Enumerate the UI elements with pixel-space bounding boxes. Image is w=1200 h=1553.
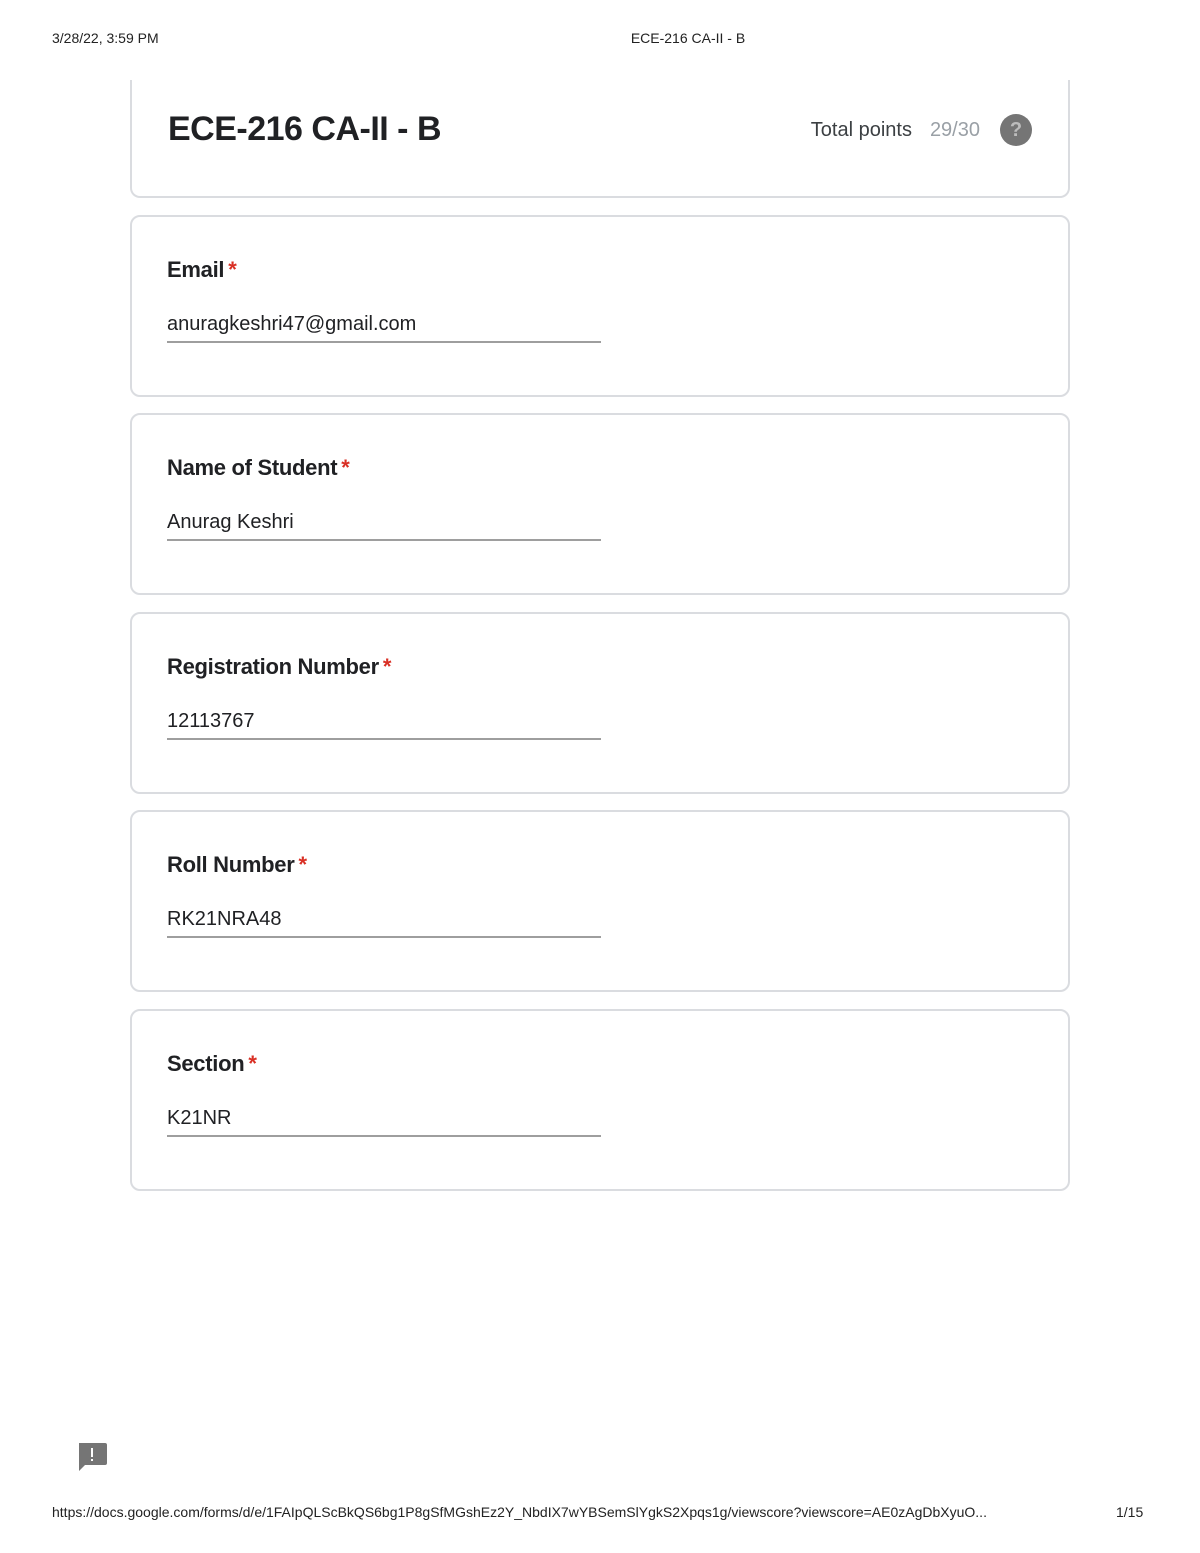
section-field[interactable]: K21NR: [167, 1107, 601, 1137]
question-label-text: Email: [167, 257, 225, 282]
question-label-text: Registration Number: [167, 654, 379, 679]
print-header: [0, 30, 1200, 50]
total-points-value: 29/30: [929, 118, 980, 141]
total-points-label: Total points: [810, 118, 912, 141]
question-card-registration: [130, 612, 1070, 794]
page-number: 1/15: [1116, 1504, 1144, 1520]
question-label: [167, 455, 350, 481]
required-asterisk: *: [341, 455, 350, 480]
roll-number-field[interactable]: RK21NRA48: [167, 908, 601, 938]
print-date: 3/28/22, 3:59 PM: [52, 30, 159, 46]
question-card-section: [130, 1009, 1070, 1191]
registration-number-field[interactable]: 12113767: [167, 710, 601, 740]
question-label-text: Name of Student: [167, 455, 338, 480]
required-asterisk: *: [248, 1051, 257, 1076]
print-title-wrap: [0, 30, 1200, 46]
form-header-card: [130, 80, 1070, 198]
help-icon[interactable]: ?: [1000, 114, 1032, 146]
page-url: https://docs.google.com/forms/d/e/1FAIpQLScBkQS6bg1P8gSfMGshEz2Y_NbdIX7wYBSemSlYgkS2Xpqs1g/viewscore?viewscore=AE0zAgDbXyuO...: [52, 1504, 987, 1520]
question-label: [167, 1051, 257, 1077]
form-title: ECE-216 CA-II - B: [168, 110, 441, 148]
question-label: [167, 257, 236, 283]
question-card-email: [130, 215, 1070, 397]
question-label: [167, 654, 391, 680]
name-field[interactable]: Anurag Keshri: [167, 511, 601, 541]
required-asterisk: *: [298, 852, 307, 877]
email-field[interactable]: anuragkeshri47@gmail.com: [167, 313, 601, 343]
question-label-text: Roll Number: [167, 852, 295, 877]
total-points: [811, 114, 1032, 146]
question-card-roll: [130, 810, 1070, 992]
question-label-text: Section: [167, 1051, 245, 1076]
question-label: [167, 852, 307, 878]
required-asterisk: *: [228, 257, 237, 282]
feedback-icon[interactable]: [76, 1441, 108, 1473]
question-card-name: [130, 413, 1070, 595]
required-asterisk: *: [382, 654, 392, 679]
print-title: ECE-216 CA-II - B: [630, 30, 746, 46]
